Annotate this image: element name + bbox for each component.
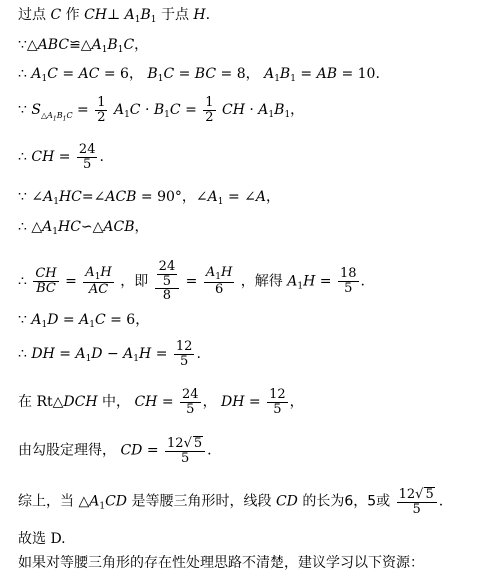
solution-line-3: ∴ $A_1C$ = AC = 6， $B_1C$ = BC = 8， $A_1B_1$ = AB = 10. xyxy=(18,66,380,84)
solution-line-8: ∴ $\frac{CH}{BC}$ = $\frac{A_1H}{AC}$ ，即 $\frac{\frac{24}{5}}{8}$ = $\frac{A_1H}{6}$ ，解得 $A_1H$ = $\frac{18}{5}$ . xyxy=(18,259,365,304)
solution-line-15: 如果对等腰三角形的存在性处理思路不清楚，建议学习以下资源： xyxy=(18,555,424,571)
solution-line-13: 综上，当 $\triangle A_1CD$ 是等腰三角形时，线段 CD 的长为6，5或 $\frac{12√ 5}{5}$ . xyxy=(18,487,444,517)
solution-line-12: 由勾股定理得， CD = $\frac{12√ 5}{5}$ . xyxy=(18,436,212,466)
solution-line-11: 在 Rt△DCH 中， CH = $\frac{24}{5}$ ， DH = $\frac{12}{5}$ ， xyxy=(18,387,304,417)
solution-line-5: ∴ CH = $\frac{24}{5}$ . xyxy=(18,142,104,172)
solution-line-2: $\because\triangle ABC≌\triangle A_1B_1C$， xyxy=(18,37,149,55)
solution-line-6: ∵ $\angle A_1HC=\angle ACB = 90^\circ$，$\angle A_1$ = ∠A， xyxy=(18,189,281,207)
solution-line-1: 过点 C 作 CH⊥ $A_1B_1$ 于点 H. xyxy=(18,7,211,25)
solution-line-9: ∵ $A_1D = A_1C = 6$， xyxy=(18,312,150,330)
solution-line-14: 故选 D. xyxy=(18,531,66,547)
solution-line-4: ∵ $S_{\triangle A_1B_1C}$ = $\frac{1}{2}$ $A_1C \cdot B_1C$ = $\frac{1}{2}$ CH · $A_1B_1$， xyxy=(18,95,305,125)
solution-line-7: ∴ $\triangle A_1HC∽\triangle ACB$， xyxy=(18,219,149,237)
solution-line-10: ∴ DH = $A_1D - A_1H$ = $\frac{12}{5}$ . xyxy=(18,339,201,369)
